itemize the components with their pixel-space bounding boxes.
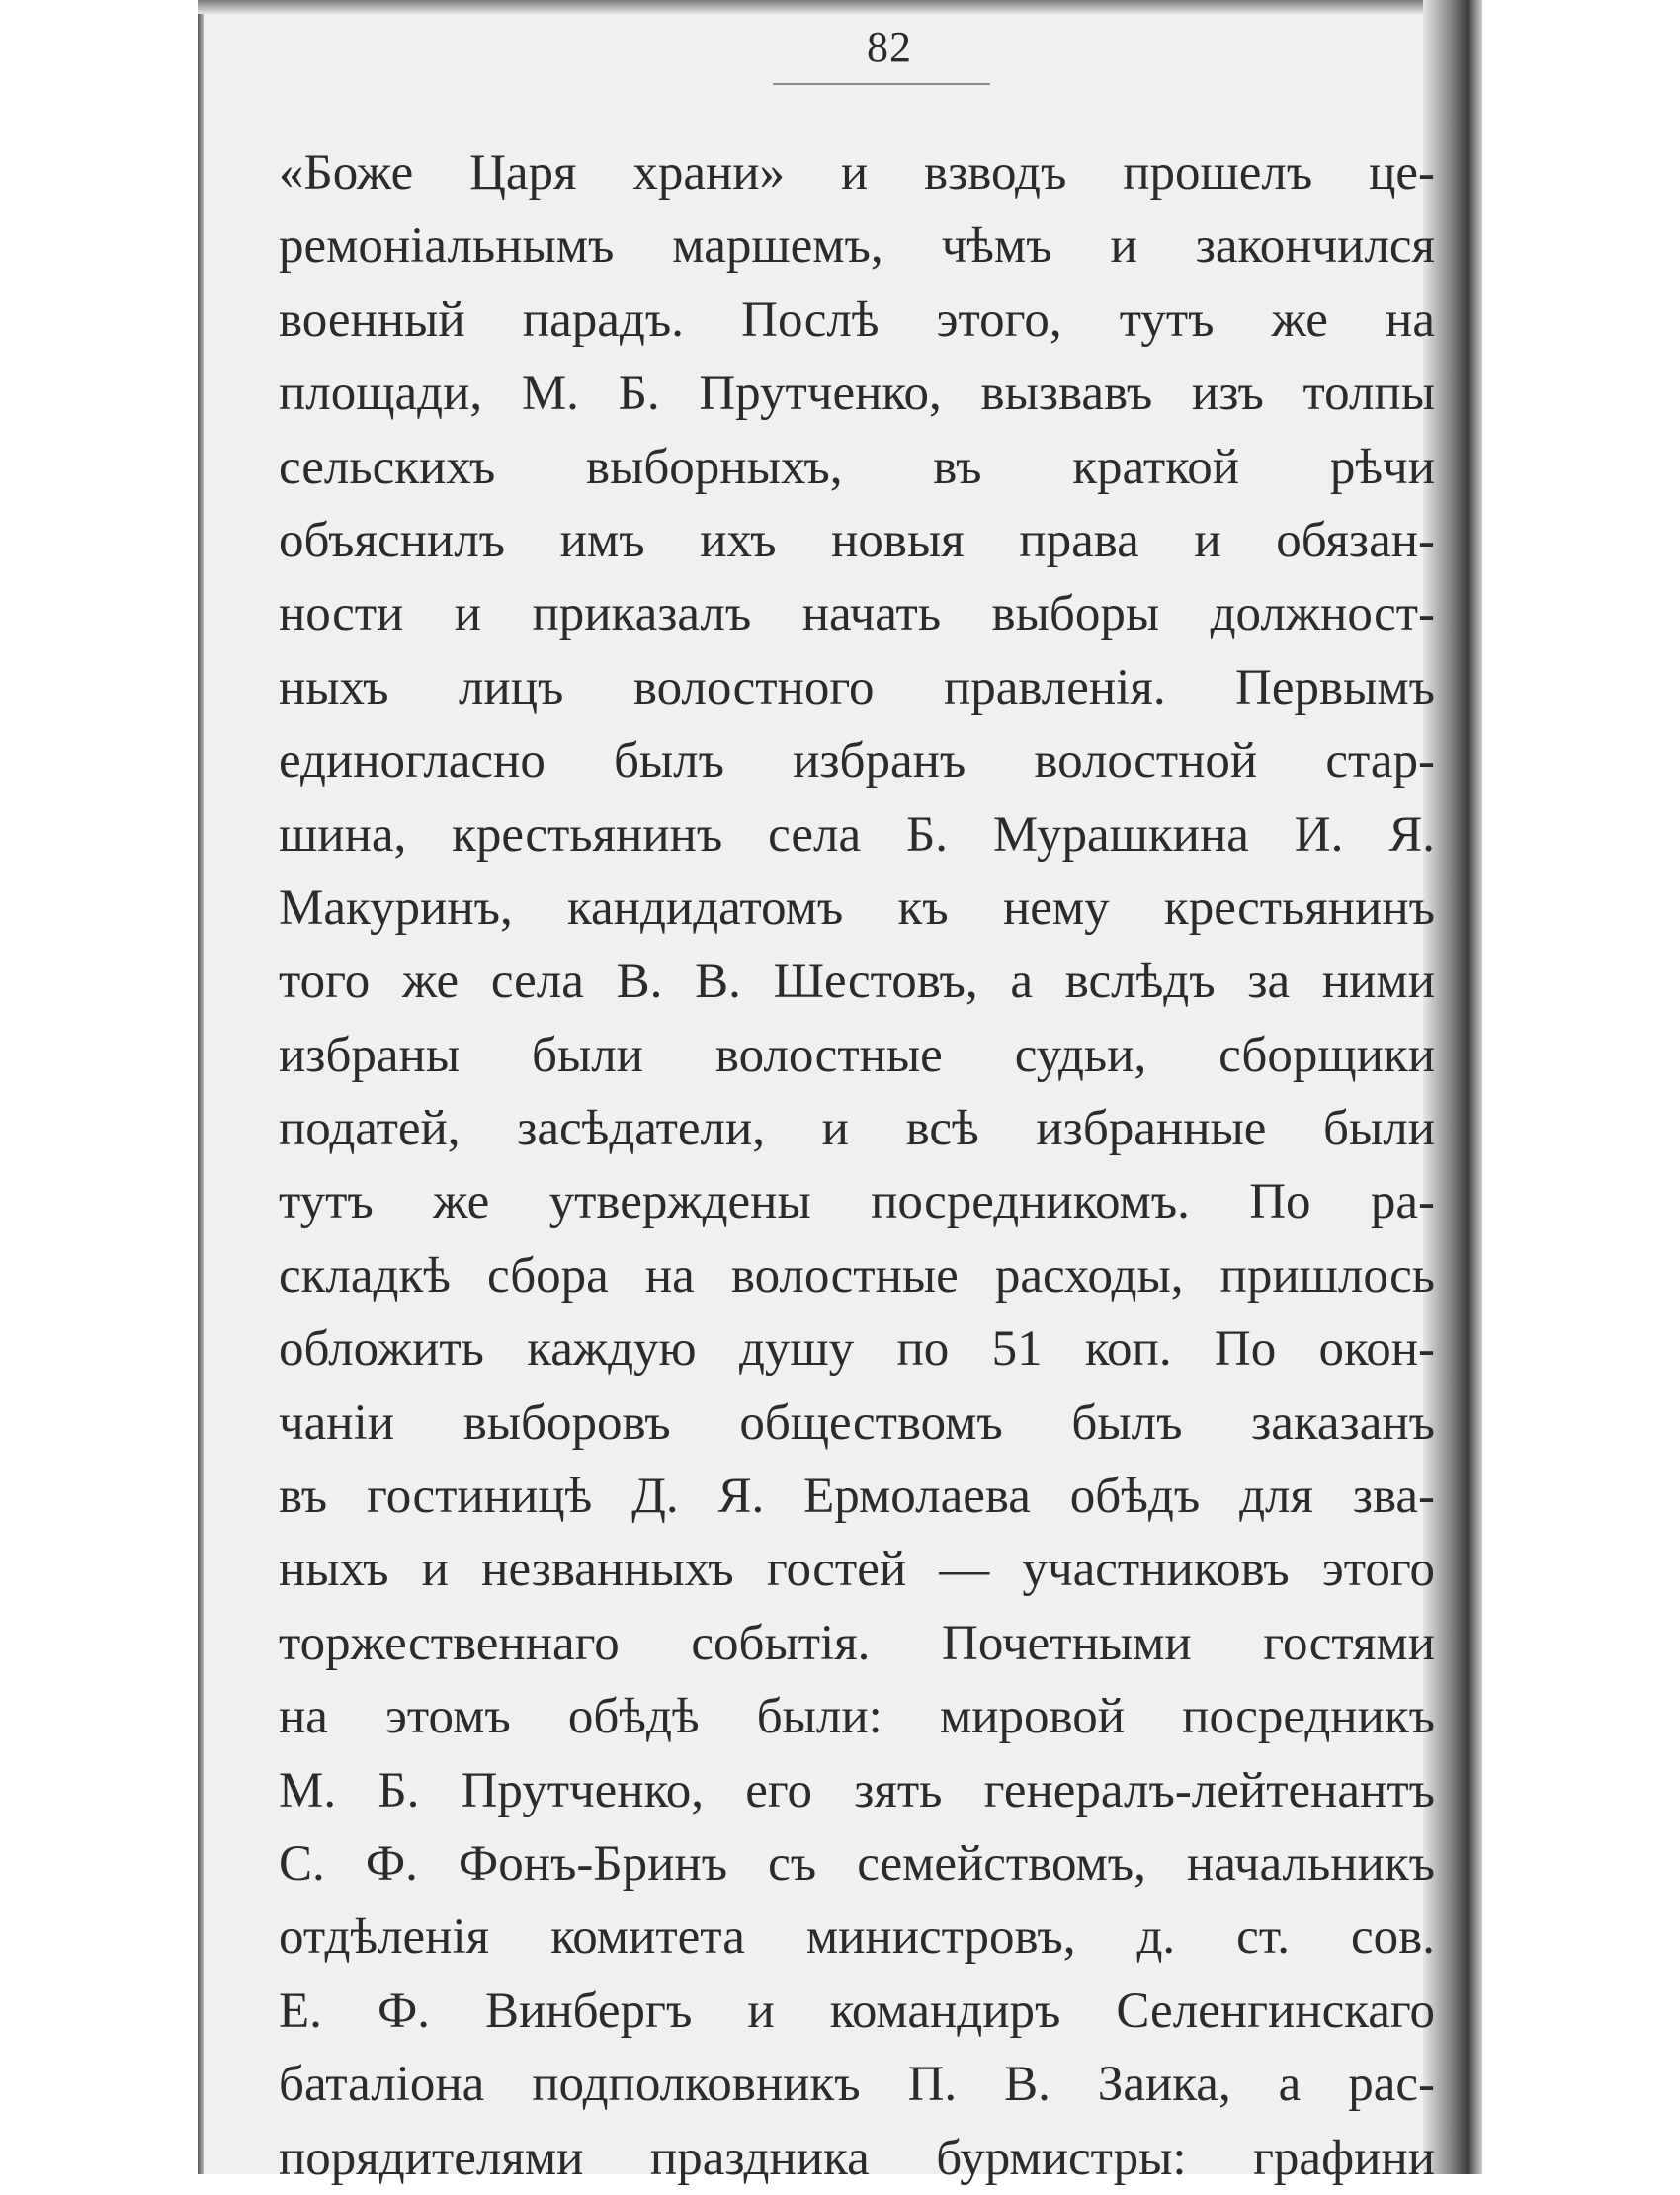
text-line: чаніи выборовъ обществомъ былъ заказанъ [279, 1394, 1435, 1451]
text-line: шина, крестьянинъ села Б. Мурашкина И. Я. [279, 806, 1435, 863]
text-line: «Боже Царя храни» и взводъ прошелъ це- [279, 145, 1435, 201]
text-line: объяснилъ имъ ихъ новыя права и обязан- [279, 512, 1435, 568]
text-line: сельскихъ выборныхъ, въ краткой рѣчи [279, 439, 1435, 495]
text-line: баталіона подполковникъ П. В. Заика, а рас- [279, 2057, 1435, 2113]
text-line: податей, засѣдатели, и всѣ избранные были [279, 1101, 1435, 1157]
page-number: 82 [867, 23, 912, 71]
header-rule [773, 83, 990, 85]
text-line: С. Ф. Фонъ-Бринъ съ семействомъ, начальникъ [279, 1835, 1435, 1892]
text-line: ныхъ лицъ волостного правленія. Первымъ [279, 659, 1435, 716]
text-line: ремоніальнымъ маршемъ, чѣмъ и закончился [279, 218, 1435, 275]
scan-top-edge [198, 0, 1482, 14]
text-line: обложить каждую душу по 51 коп. По окон- [279, 1321, 1435, 1378]
text-line: единогласно былъ избранъ волостной стар- [279, 733, 1435, 790]
text-line: избраны были волостные судьи, сборщики [279, 1027, 1435, 1083]
text-line: отдѣленія комитета министровъ, д. ст. сов. [279, 1909, 1435, 1966]
body-text [279, 136, 1435, 2195]
text-line: М. Б. Прутченко, его зять генералъ-лейтенантъ [279, 1762, 1435, 1818]
text-line: ности и приказалъ начать выборы должност- [279, 586, 1435, 642]
text-line: площади, М. Б. Прутченко, вызвавъ изъ толпы [279, 366, 1435, 422]
text-line: въ гостиницѣ Д. Я. Ермолаева обѣдъ для зва- [279, 1469, 1435, 1525]
text-line: того же села В. В. Шестовъ, а вслѣдъ за ними [279, 954, 1435, 1010]
text-line: складкѣ сбора на волостные расходы, пришлось [279, 1247, 1435, 1304]
text-line: тутъ же утверждены посредникомъ. По ра- [279, 1174, 1435, 1230]
text-line: военный парадъ. Послѣ этого, тутъ же на [279, 292, 1435, 348]
text-line: порядителями праздника бурмистры: графини [279, 2130, 1435, 2186]
text-line: торжественнаго событія. Почетными гостями [279, 1615, 1435, 1671]
text-line: Е. Ф. Винбергъ и командиръ Селенгинскаго [279, 1983, 1435, 2039]
text-line: на этомъ обѣдѣ были: мировой посредникъ [279, 1689, 1435, 1745]
text-line: ныхъ и незванныхъ гостей — участниковъ этого [279, 1542, 1435, 1598]
text-line: Макуринъ, кандидатомъ къ нему крестьянинъ [279, 880, 1435, 936]
